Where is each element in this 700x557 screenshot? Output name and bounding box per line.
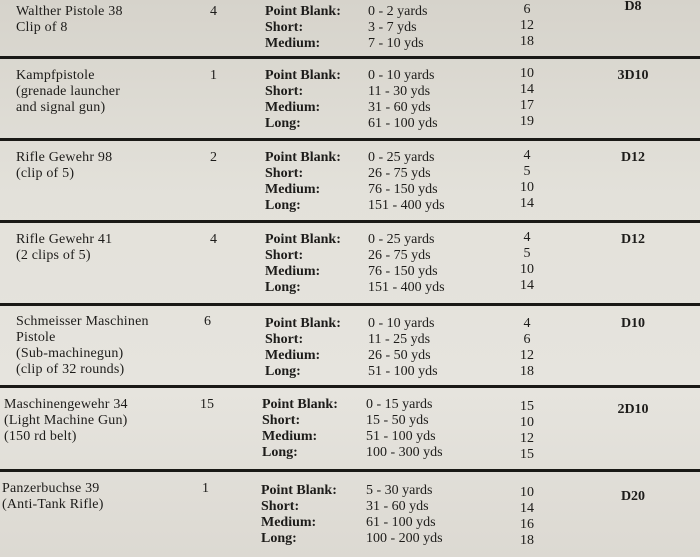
row-divider [0, 138, 700, 141]
row-divider [0, 469, 700, 472]
range-modifiers [516, 316, 538, 380]
weapon-name: Panzerbuchse 39 (Anti-Tank Rifle) [2, 481, 104, 512]
range-modifier: 18 [520, 364, 534, 379]
range-modifier: 10 [520, 262, 534, 277]
range-label: Medium: [265, 348, 321, 363]
range-label: Point Blank: [265, 68, 341, 83]
range-label: Short: [265, 166, 304, 181]
damage-dice: 3D10 [617, 68, 649, 83]
range-distance: 31 - 60 yds [368, 100, 431, 115]
range-distances [368, 316, 438, 380]
range-label: Long: [265, 116, 301, 131]
range-label: Short: [265, 20, 304, 35]
range-modifiers [516, 399, 538, 463]
range-label: Long: [265, 364, 301, 379]
range-distances [366, 483, 443, 547]
weapon-name: Maschinengewehr 34 (Light Machine Gun) (150 rd belt) [4, 397, 128, 444]
range-label: Point Blank: [261, 483, 337, 498]
weapon-quantity: 15 [200, 397, 214, 412]
damage-dice: D12 [620, 150, 646, 165]
range-modifier: 5 [523, 246, 531, 261]
range-distances [366, 397, 443, 461]
range-labels [265, 232, 341, 296]
range-distance: 76 - 150 yds [368, 182, 438, 197]
range-labels [265, 4, 341, 52]
weapon-quantity: 4 [210, 232, 217, 247]
range-modifier: 12 [520, 348, 534, 363]
range-distance: 0 - 10 yards [368, 316, 435, 331]
range-distances [368, 68, 438, 132]
weapon-name: Walther Pistole 38 Clip of 8 [16, 4, 123, 35]
range-modifier: 12 [520, 18, 534, 33]
range-modifier: 15 [520, 447, 534, 462]
range-distance: 7 - 10 yds [368, 36, 424, 51]
range-label: Long: [265, 280, 301, 295]
range-distances [368, 232, 445, 296]
range-modifier: 16 [520, 517, 534, 532]
row-divider [0, 220, 700, 223]
range-distance: 51 - 100 yds [368, 364, 438, 379]
row-divider [0, 303, 700, 306]
range-modifier: 10 [520, 485, 534, 500]
weapon-quantity: 1 [202, 481, 209, 496]
range-modifiers [516, 230, 538, 294]
weapon-quantity: 2 [210, 150, 217, 165]
weapon-name: Schmeisser Maschinen Pistole (Sub-machinegun) (clip of 32 rounds) [16, 314, 149, 377]
weapon-name: Rifle Gewehr 98 (clip of 5) [16, 150, 113, 181]
range-modifier: 17 [520, 98, 534, 113]
range-distance: 61 - 100 yds [368, 116, 438, 131]
weapon-quantity: 4 [210, 4, 217, 19]
range-label: Medium: [265, 264, 321, 279]
range-label: Point Blank: [262, 397, 338, 412]
range-distance: 76 - 150 yds [368, 264, 438, 279]
range-modifier: 6 [523, 332, 531, 347]
range-distance: 15 - 50 yds [366, 413, 429, 428]
range-modifier: 10 [520, 66, 534, 81]
range-modifiers [516, 485, 538, 549]
range-label: Short: [261, 499, 300, 514]
range-label: Short: [262, 413, 301, 428]
range-modifier: 14 [520, 278, 534, 293]
range-labels [262, 397, 338, 461]
range-distance: 3 - 7 yds [368, 20, 417, 35]
range-distance: 0 - 2 yards [368, 4, 428, 19]
range-labels [265, 316, 341, 380]
row-divider [0, 385, 700, 388]
range-distance: 61 - 100 yds [366, 515, 436, 530]
range-distance: 26 - 50 yds [368, 348, 431, 363]
range-distance: 100 - 200 yds [366, 531, 443, 546]
weapon-quantity: 1 [210, 68, 217, 83]
range-modifier: 19 [520, 114, 534, 129]
range-distance: 51 - 100 yds [366, 429, 436, 444]
range-modifier: 5 [523, 164, 531, 179]
range-modifiers [516, 66, 538, 130]
range-modifier: 14 [520, 196, 534, 211]
range-label: Point Blank: [265, 232, 341, 247]
range-label: Long: [262, 445, 298, 460]
range-labels [265, 150, 341, 214]
range-distances [368, 4, 428, 52]
range-labels [265, 68, 341, 132]
range-modifiers [516, 2, 538, 50]
range-label: Short: [265, 248, 304, 263]
range-label: Point Blank: [265, 316, 341, 331]
range-modifier: 10 [520, 180, 534, 195]
range-distance: 0 - 25 yards [368, 232, 435, 247]
range-distance: 151 - 400 yds [368, 280, 445, 295]
range-modifier: 18 [520, 34, 534, 49]
range-distance: 0 - 10 yards [368, 68, 435, 83]
range-label: Medium: [265, 100, 321, 115]
range-modifier: 14 [520, 501, 534, 516]
range-distance: 0 - 15 yards [366, 397, 433, 412]
range-modifier: 18 [520, 533, 534, 548]
range-label: Short: [265, 332, 304, 347]
damage-dice: 2D10 [617, 402, 649, 417]
range-distance: 5 - 30 yards [366, 483, 433, 498]
range-modifier: 10 [520, 415, 534, 430]
range-distance: 26 - 75 yds [368, 166, 431, 181]
range-modifier: 4 [523, 230, 531, 245]
range-modifier: 4 [523, 148, 531, 163]
range-modifiers [516, 148, 538, 212]
range-label: Medium: [261, 515, 317, 530]
range-label: Point Blank: [265, 150, 341, 165]
range-distance: 11 - 25 yds [368, 332, 431, 347]
damage-dice: D8 [624, 0, 642, 14]
range-distance: 31 - 60 yds [366, 499, 429, 514]
range-distance: 100 - 300 yds [366, 445, 443, 460]
range-label: Medium: [265, 36, 321, 51]
range-label: Long: [265, 198, 301, 213]
weapon-name: Rifle Gewehr 41 (2 clips of 5) [16, 232, 113, 263]
range-modifier: 15 [520, 399, 534, 414]
range-label: Medium: [262, 429, 318, 444]
range-labels [261, 483, 337, 547]
range-distance: 26 - 75 yds [368, 248, 431, 263]
range-distance: 151 - 400 yds [368, 198, 445, 213]
weapon-name: Kampfpistole (grenade launcher and signal gun) [16, 68, 121, 115]
range-label: Point Blank: [265, 4, 341, 19]
range-distance: 0 - 25 yards [368, 150, 435, 165]
range-modifier: 14 [520, 82, 534, 97]
range-distances [368, 150, 445, 214]
range-label: Short: [265, 84, 304, 99]
damage-dice: D12 [620, 232, 646, 247]
range-distance: 11 - 30 yds [368, 84, 431, 99]
range-modifier: 4 [523, 316, 531, 331]
range-label: Long: [261, 531, 297, 546]
range-modifier: 6 [523, 2, 531, 17]
damage-dice: D10 [620, 316, 646, 331]
damage-dice: D20 [620, 489, 646, 504]
range-label: Medium: [265, 182, 321, 197]
row-divider [0, 56, 700, 59]
weapon-quantity: 6 [204, 314, 211, 329]
range-modifier: 12 [520, 431, 534, 446]
